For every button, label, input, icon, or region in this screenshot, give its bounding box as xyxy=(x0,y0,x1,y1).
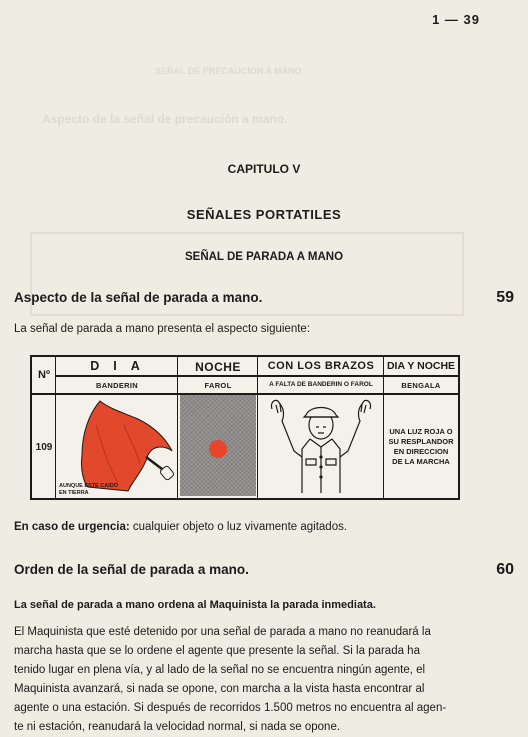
red-light-icon xyxy=(209,440,227,458)
red-flag-icon xyxy=(58,395,176,495)
urgency-label: En caso de urgencia: xyxy=(14,521,130,533)
raised-arms-figure-icon xyxy=(260,395,382,497)
column-header-dia: DIA xyxy=(90,359,154,373)
column-sub-noche: FAROL xyxy=(204,381,232,390)
article-59-title: Aspecto de la señal de parada a mano. xyxy=(14,290,263,305)
body-line: marcha hasta que se lo ordene el agente que presente la señal. Si la parada ha xyxy=(14,645,420,657)
urgency-text: cualquier objeto o luz vivamente agitados. xyxy=(129,521,348,533)
column-sub-dia: BANDERIN xyxy=(96,381,138,390)
bengala-description: UNA LUZ ROJA O SU RESPLANDOR EN DIRECCION DE LA MARCHA xyxy=(388,427,454,466)
column-sub-brazos: A FALTA DE BANDERIN O FAROL xyxy=(269,381,373,388)
flag-note: AUNQUE ESTE CAIDO EN TIERRA xyxy=(59,483,118,496)
column-header-dia-noche: DIA Y NOCHE xyxy=(386,360,456,372)
subsection-title: SEÑAL DE PARADA A MANO xyxy=(184,251,344,263)
article-60-body xyxy=(14,623,510,737)
column-sub-bengala: BENGALA xyxy=(401,381,441,390)
column-header-noche: NOCHE xyxy=(195,360,241,374)
urgency-note xyxy=(14,518,510,537)
body-line: agente o una estación. Si después de recorridos 1.500 metros no encuentra al agen- xyxy=(14,702,447,714)
article-59-number: 59 xyxy=(496,289,514,306)
article-60-title: Orden de la señal de parada a mano. xyxy=(14,562,249,577)
section-title: SEÑALES PORTATILES xyxy=(186,207,342,222)
article-60-lead: La señal de parada a mano ordena al Maquinista la parada inmediata. xyxy=(14,599,376,611)
article-60-number: 60 xyxy=(496,561,514,578)
column-header-brazos: CON LOS BRAZOS xyxy=(267,360,375,372)
body-line: El Maquinista que esté detenido por una señal de parada a mano no reanudará la xyxy=(14,626,431,638)
signal-table xyxy=(30,355,460,500)
body-line: te ni estación, reanudará la velocidad normal, si nada se opone. xyxy=(14,721,341,733)
chapter-title: CAPITULO V xyxy=(227,162,301,176)
body-line: Maquinista avanzará, si nada se opone, con marcha a la vista hasta encontrar al xyxy=(14,683,425,695)
bleed-through-text: Aspecto de la señal de precaución a mano. xyxy=(42,112,288,126)
number-header: Nº xyxy=(38,369,50,381)
bleed-through-text: SEÑAL DE PRECAUCION A MANO xyxy=(155,66,302,76)
page-number: 1 — 39 xyxy=(432,12,480,27)
body-line: tenido lugar en plena vía, y al lado de la señal no se encuentra ningún agente, el xyxy=(14,664,426,676)
article-59-intro: La señal de parada a mano presenta el aspecto siguiente: xyxy=(14,323,311,335)
row-number: 109 xyxy=(35,442,53,453)
